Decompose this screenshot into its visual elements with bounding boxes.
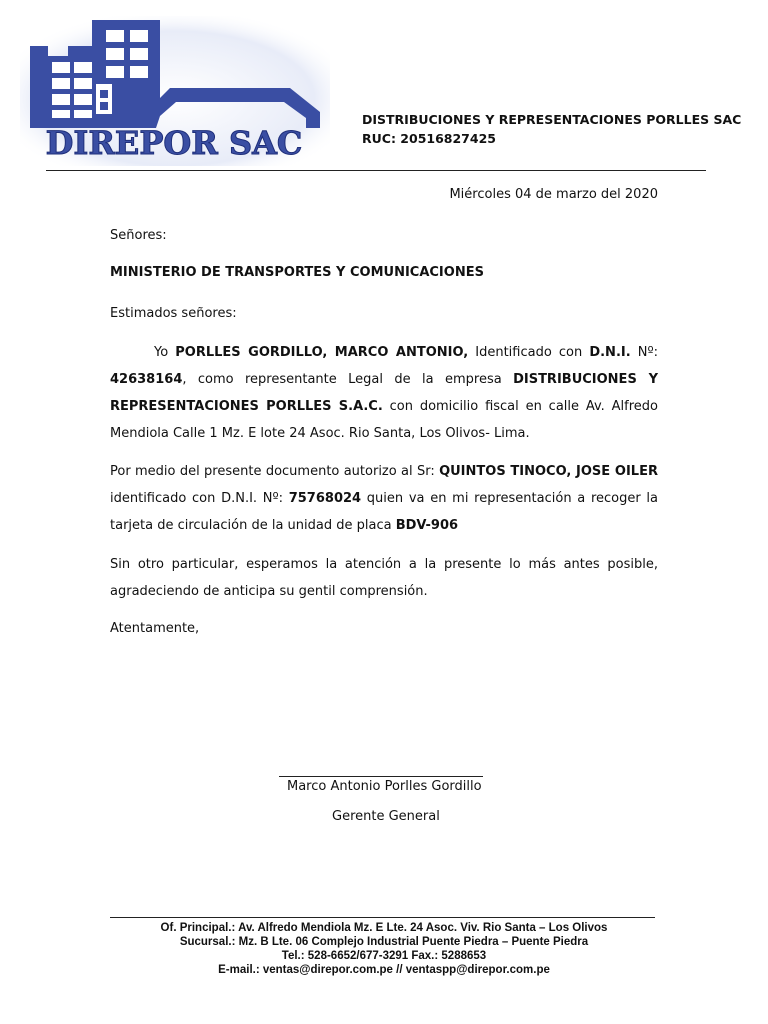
recipient — [110, 259, 658, 286]
p2-plate: BDV-906 — [395, 518, 459, 533]
salutation-text: Señores: — [110, 228, 167, 243]
p1-text: Yo — [154, 345, 176, 360]
p1-text: , como representante Legal de la empresa — [182, 372, 514, 387]
p1-text: Identificado con — [468, 345, 590, 360]
p1-name: PORLLES GORDILLO, MARCO ANTONIO, — [175, 345, 469, 360]
p2-text: Por medio del presente documento autorizo al Sr: — [110, 464, 440, 479]
company-ruc: RUC: 20516827425 — [362, 131, 496, 146]
footer-email: E-mail.: ventas@direpor.com.pe // ventaspp@direpor.com.pe — [218, 964, 550, 976]
salutation — [110, 222, 658, 249]
footer — [110, 921, 658, 977]
greeting-text: Estimados señores: — [110, 306, 237, 321]
p1-dni-label: D.N.I. — [589, 345, 631, 360]
signatory-title: Gerente General — [332, 809, 440, 824]
p2-text: quien va en mi representación a recoger la tarjeta de circulación de la unidad de placa — [110, 491, 659, 533]
paragraph-3 — [110, 551, 658, 605]
paragraph-1 — [110, 339, 658, 447]
closing — [110, 615, 658, 642]
footer-divider — [110, 917, 655, 918]
p3-text: Sin otro particular, esperamos la atención a la presente lo más antes posible, agradeciendo de anticipa su gentil comprensión. — [110, 557, 658, 599]
paragraph-2 — [110, 458, 658, 539]
p2-text: identificado con D.N.I. Nº: — [110, 491, 289, 506]
p1-dni: 42638164 — [110, 372, 183, 387]
company-logo — [20, 16, 330, 166]
signature-line — [279, 776, 483, 777]
p1-address: con domicilio fiscal en calle Av. Alfredo Mendiola Calle 1 Mz. E lote 24 Asoc. Rio Santa, Los Olivos- Lima. — [110, 399, 658, 441]
p1-text: Nº: — [630, 345, 658, 360]
footer-phone: Tel.: 528-6652/677-3291 Fax.: 5288653 — [281, 950, 487, 962]
footer-branch: Sucursal.: Mz. B Lte. 06 Complejo Industrial Puente Piedra – Puente Piedra — [179, 936, 589, 948]
p2-name: QUINTOS TINOCO, JOSE OILER — [439, 464, 658, 479]
greeting — [110, 300, 658, 327]
closing-text: Atentamente, — [110, 621, 200, 636]
letter-date: Miércoles 04 de marzo del 2020 — [449, 187, 658, 202]
p2-dni: 75768024 — [288, 491, 362, 506]
recipient-text: MINISTERIO DE TRANSPORTES Y COMUNICACIONES — [110, 265, 484, 280]
footer-office: Of. Principal.: Av. Alfredo Mendiola Mz. E Lte. 24 Asoc. Viv. Rio Santa – Los Olivos — [160, 922, 608, 934]
logo-text: DIREPOR SAC — [45, 124, 303, 162]
company-info — [362, 110, 741, 148]
p1-company: DISTRIBUCIONES Y REPRESENTACIONES PORLLES S.A.C. — [110, 372, 658, 414]
company-name: DISTRIBUCIONES Y REPRESENTACIONES PORLLES SAC — [362, 112, 742, 127]
header-divider — [46, 170, 706, 171]
signatory-name: Marco Antonio Porlles Gordillo — [287, 779, 482, 794]
